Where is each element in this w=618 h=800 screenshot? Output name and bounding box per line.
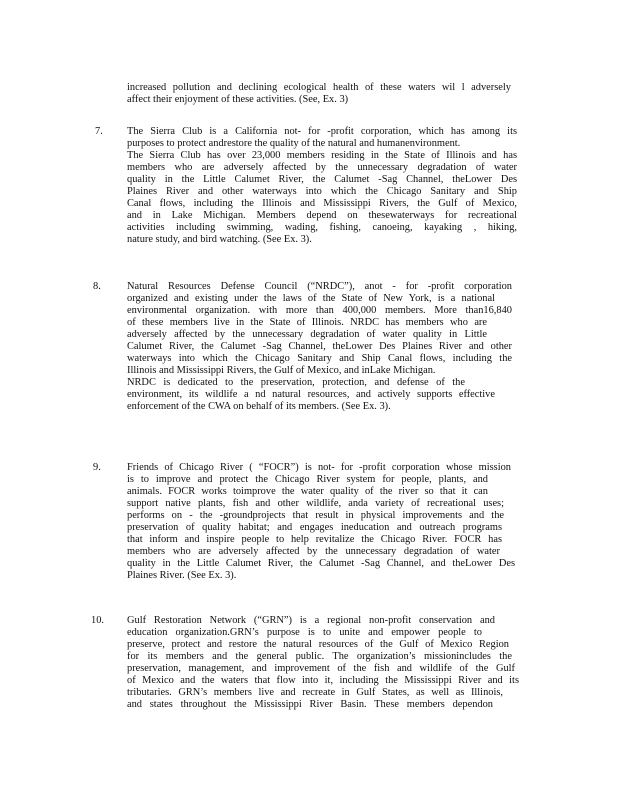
text-line: Illinois and Mississippi Rivers, the Gulf of Mexico, and inLake Michigan. bbox=[127, 365, 436, 376]
text-line: The Sierra Club has over 23,000 members residing in the State of Illinois and has bbox=[127, 150, 517, 161]
text-line: members who are adversely affected by the unnecessary degradation of water bbox=[127, 546, 500, 557]
text-line: activities including swimming, wading, fishing, canoeing, kayaking , hiking, bbox=[127, 222, 517, 233]
text-line: Canal flows, including the Illinois and Mississippi Rivers, the Gulf of Mexico, bbox=[127, 198, 517, 209]
text-line: Natural Resources Defense Council (“NRDC”), anot - for -profit corporation bbox=[127, 281, 512, 292]
text-line: preservation of quality habitat; and engages ineducation and outreach programs bbox=[127, 522, 502, 533]
text-line: waterways into which the Chicago Sanitary and Ship Canal flows, including the bbox=[127, 353, 512, 364]
paragraph-7 bbox=[127, 126, 517, 246]
text-line: for its members and the general public. The organization’s missionincludes the bbox=[127, 651, 512, 662]
text-line: quality in the Little Calumet River, the Calumet -Sag Channel, theLower Des bbox=[127, 174, 517, 185]
text-line: Plaines River and other waterways into which the Chicago Sanitary and Ship bbox=[127, 186, 517, 197]
text-line: and states throughout the Mississippi River Basin. These members dependon bbox=[127, 699, 493, 710]
text-line: adversely affected by the unnecessary degradation of water quality in Little bbox=[127, 329, 487, 340]
text-line: animals. FOCR works toimprove the water quality of the river so that it can bbox=[127, 486, 488, 497]
text-line: Plaines River. (See Ex. 3). bbox=[127, 570, 237, 581]
text-line: enforcement of the CWA on behalf of its members. (See Ex. 3). bbox=[127, 401, 391, 412]
paragraph-number: 8. bbox=[93, 281, 101, 292]
paragraph-number: 10. bbox=[91, 615, 104, 626]
text-line: support native plants, fish and other wildlife, anda variety of recreational uses; bbox=[127, 498, 504, 509]
text-line: is to improve and protect the Chicago River system for people, plants, and bbox=[127, 474, 488, 485]
text-line: affect their enjoyment of these activities. (See, Ex. 3) bbox=[127, 94, 349, 105]
text-line: education organization.GRN’s purpose is to unite and empower people to bbox=[127, 627, 482, 638]
text-line: nature study, and bird watching. (See Ex. 3). bbox=[127, 234, 312, 245]
text-line: increased pollution and declining ecological health of these waters wil l adversely bbox=[127, 82, 511, 93]
text-line: of Mexico and the waters that flow into it, including the Mississippi River and its bbox=[127, 675, 519, 686]
text-line: Friends of Chicago River ( “FOCR”) is not- for -profit corporation whose mission bbox=[127, 462, 511, 473]
continuation-text bbox=[127, 82, 511, 106]
paragraph-9 bbox=[127, 462, 515, 582]
text-line: The Sierra Club is a California not- for -profit corporation, which has among its bbox=[127, 126, 517, 137]
text-line: environmental organization. with more than 400,000 members. More than16,840 bbox=[127, 305, 512, 316]
text-line: preserve, protect and restore the natural resources of the Gulf of Mexico Region bbox=[127, 639, 509, 650]
text-line: organized and existing under the laws of the State of New York, is a national bbox=[127, 293, 495, 304]
text-line: members who are adversely affected by the unnecessary degradation of water bbox=[127, 162, 517, 173]
text-line: environment, its wildlife a nd natural resources, and actively supports effective bbox=[127, 389, 495, 400]
text-line: that inform and inspire people to help revitalize the Chicago River. FOCR has bbox=[127, 534, 502, 545]
text-line: performs on - the -groundprojects that result in physical improvements and the bbox=[127, 510, 504, 521]
paragraph-8 bbox=[127, 281, 512, 413]
paragraph-number: 9. bbox=[93, 462, 101, 473]
text-line: Gulf Restoration Network (“GRN”) is a regional non-profit conservation and bbox=[127, 615, 495, 626]
paragraph-number: 7. bbox=[95, 126, 103, 137]
text-line: Calumet River, the Calumet -Sag Channel, theLower Des Plaines River and other bbox=[127, 341, 512, 352]
text-line: and in Lake Michigan. Members depend on thesewaterways for recreational bbox=[127, 210, 517, 221]
text-line: preservation, management, and improvement of the fish and wildlife of the Gulf bbox=[127, 663, 515, 674]
paragraph-10 bbox=[127, 615, 519, 711]
text-line: quality in the Little Calumet River, the Calumet -Sag Channel, and theLower Des bbox=[127, 558, 515, 569]
text-line: purposes to protect andrestore the quality of the natural and humanenvironment. bbox=[127, 138, 461, 149]
text-line: of these members live in the State of Illinois. NRDC has members who are bbox=[127, 317, 487, 328]
text-line: NRDC is dedicated to the preservation, protection, and defense of the bbox=[127, 377, 465, 388]
text-line: tributaries. GRN’s members live and recreate in Gulf States, as well as Illinois, bbox=[127, 687, 503, 698]
